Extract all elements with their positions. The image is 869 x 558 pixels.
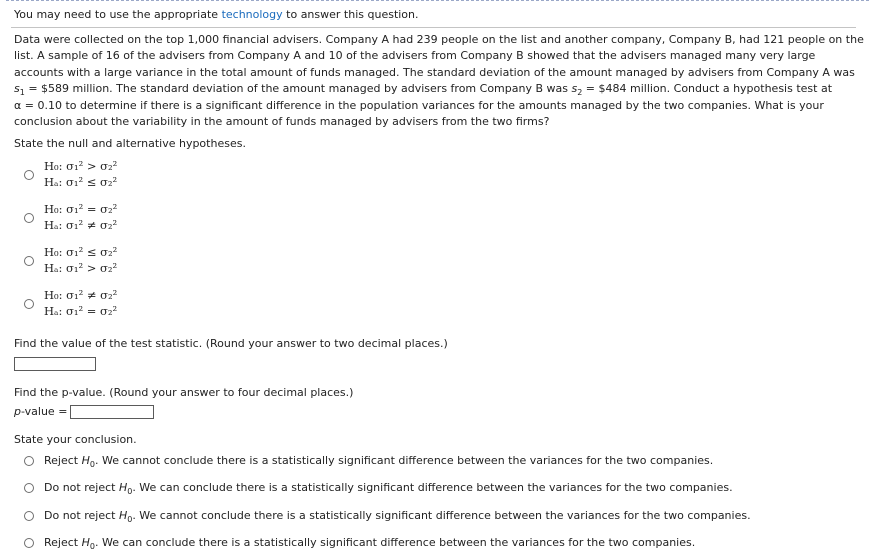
conclusion-text-1 (44, 454, 714, 470)
conclusion-prefix-3: Do not reject (44, 509, 119, 522)
alt-hypothesis-2: Hₐ: σ₁² ≠ σ₂² (44, 218, 118, 232)
alt-hypothesis-3: Hₐ: σ₁² > σ₂² (44, 261, 118, 275)
s1-value: = $589 million. The standard deviation of the amount managed by advisers from Company B was (24, 82, 572, 96)
conclusion-radio-2[interactable] (24, 483, 34, 493)
hypothesis-option-3[interactable] (24, 243, 164, 281)
null-hypothesis-1: H₀: σ₁² > σ₂² (44, 159, 118, 173)
conclusion-prefix-1: Reject (44, 454, 82, 467)
test-statistic-input[interactable] (14, 357, 96, 371)
notice-after: to answer this question. (282, 8, 419, 21)
p-value-label-italic: p (14, 405, 21, 418)
p-value-label (14, 405, 67, 418)
conclusion-h-sub-1: 0 (89, 460, 95, 470)
conclusion-h-symbol-3: H (118, 509, 128, 522)
conclusion-suffix-1: . We cannot conclude there is a statistically significant difference between the variances for the two companies. (94, 454, 714, 467)
conclusion-prefix-4: Reject (44, 536, 82, 549)
null-hypothesis-3: H₀: σ₁² ≤ σ₂² (44, 245, 118, 259)
conclusion-text-3 (44, 509, 751, 525)
s2-value: = $484 million. Conduct a hypothesis test at (582, 82, 833, 96)
conclusion-option-1[interactable] (24, 454, 864, 472)
hypothesis-option-1[interactable] (24, 157, 164, 195)
conclusion-h-sub-4: 0 (89, 542, 95, 552)
conclusion-h-sub-2: 0 (127, 487, 133, 497)
conclusion-option-2[interactable] (24, 481, 864, 499)
p-value-prompt: Find the p-value. (Round your answer to four decimal places.) (14, 386, 354, 399)
problem-text-1: Data were collected on the top 1,000 financial advisers. Company A had 239 people on the list and another company, Company B, had 121 people on the list. A sample of 16 of the advisers from Company A and 10 of the advisers from Company B showed that the advisers managed many very large accounts with a large variance in the total amount of funds managed. The standard deviation of the amount managed by advisers from Company A was (14, 33, 864, 79)
conclusion-radio-3[interactable] (24, 511, 34, 521)
technology-notice (11, 7, 856, 28)
hypothesis-option-4[interactable] (24, 286, 164, 324)
conclusion-h-sub-3: 0 (127, 515, 133, 525)
null-hypothesis-2: H₀: σ₁² = σ₂² (44, 202, 118, 216)
hypothesis-radio-1[interactable] (24, 170, 34, 180)
alpha-text: α = 0.10 to determine if there is a significant difference in the population variances for the amounts managed by the two companies. What is your conclusion about the variability in the amount of funds managed by advisers from the two firms? (14, 98, 824, 129)
hypothesis-radio-2[interactable] (24, 213, 34, 223)
problem-paragraph (14, 32, 864, 130)
s1-symbol: s (14, 82, 20, 96)
s2-symbol: s (571, 82, 578, 96)
conclusion-radio-4[interactable] (24, 538, 34, 548)
p-value-input[interactable] (70, 405, 154, 419)
conclusion-h-symbol-1: H (81, 454, 90, 467)
p-value-label-rest: -value = (20, 405, 68, 418)
alt-hypothesis-1: Hₐ: σ₁² ≤ σ₂² (44, 175, 118, 189)
hypothesis-option-2[interactable] (24, 200, 164, 238)
null-hypothesis-4: H₀: σ₁² ≠ σ₂² (44, 288, 118, 302)
hypothesis-radio-3[interactable] (24, 256, 34, 266)
problem-statement (14, 32, 864, 130)
conclusion-text-2 (44, 481, 733, 497)
s1-subscript: 1 (19, 88, 25, 98)
conclusion-option-4[interactable] (24, 536, 864, 554)
technology-link[interactable]: technology (221, 8, 283, 21)
conclusion-prompt: State your conclusion. (14, 433, 137, 446)
notice-text (14, 8, 419, 21)
conclusion-text-4 (44, 536, 696, 552)
conclusion-suffix-2: . We can conclude there is a statistically significant difference between the variances for the two companies. (132, 481, 733, 494)
conclusion-h-symbol-2: H (118, 481, 128, 494)
notice-before: You may need to use the appropriate (14, 8, 222, 21)
alt-hypothesis-4: Hₐ: σ₁² = σ₂² (44, 304, 118, 318)
conclusion-suffix-4: . We can conclude there is a statistically significant difference between the variances for the two companies. (94, 536, 696, 549)
hypotheses-prompt: State the null and alternative hypotheses. (14, 137, 246, 150)
conclusion-radio-1[interactable] (24, 456, 34, 466)
conclusion-suffix-3: . We cannot conclude there is a statistically significant difference between the variances for the two companies. (132, 509, 751, 522)
s2-subscript: 2 (577, 88, 583, 98)
hypothesis-radio-4[interactable] (24, 299, 34, 309)
conclusion-prefix-2: Do not reject (44, 481, 119, 494)
test-statistic-prompt: Find the value of the test statistic. (Round your answer to two decimal places.) (14, 337, 448, 350)
conclusion-h-symbol-4: H (81, 536, 90, 549)
conclusion-option-3[interactable] (24, 509, 864, 527)
top-divider (6, 0, 869, 1)
